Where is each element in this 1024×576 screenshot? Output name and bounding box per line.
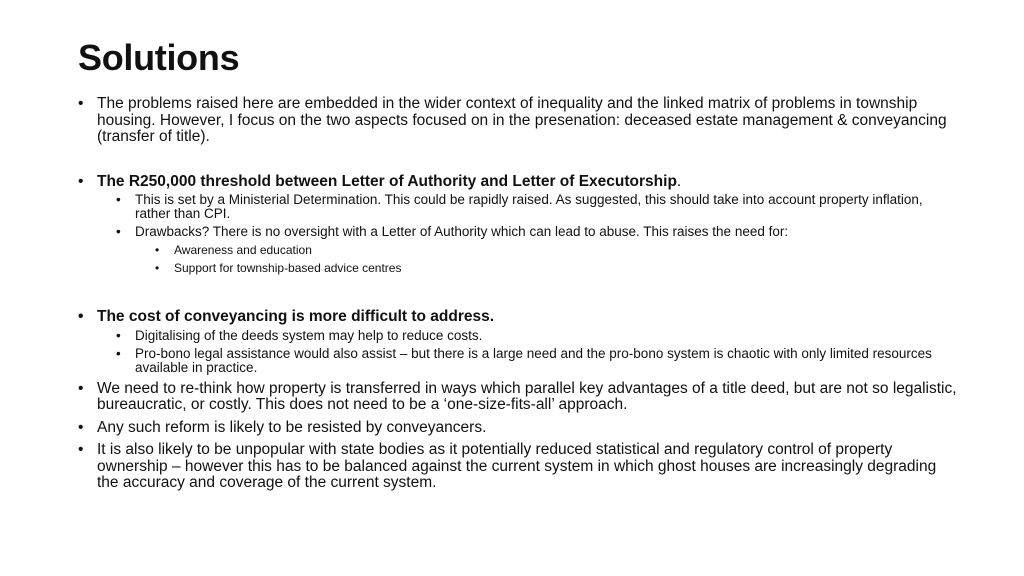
sub-sub-bullet-awareness (155, 243, 958, 257)
sub-bullet-pro-bono (116, 347, 958, 375)
slide-title: Solutions (78, 37, 240, 78)
sub-bullet-ministerial (116, 193, 958, 221)
bullet-text: Any such reform is likely to be resisted by conveyancers. (97, 418, 487, 436)
bullet-context (78, 96, 958, 146)
bullet-text: It is also likely to be unpopular with state bodies as it potentially reduced statistical and regulatory control of property ownership – however this has to be balanced against the current system in which ghost houses are increasingly degrading the accuracy and coverage of the current system. (97, 441, 937, 491)
sub-bullet-text: Pro-bono legal assistance would also assist – but there is a large need and the pro-bono system is chaotic with only limited resources available in practice. (135, 345, 932, 375)
bullet-rethink (78, 381, 958, 414)
sub-bullet-text: This is set by a Ministerial Determination. This could be rapidly raised. As suggested, this should take into account property inflation, rather than CPI. (135, 192, 923, 221)
bullet-text: We need to re-think how property is transferred in ways which parallel key advantages of a title deed, but are not so legalistic, bureaucratic, or costly. This does not need to be a ‘one-size-fits-all’ approach. (97, 379, 957, 413)
sub-sub-bullet-support (155, 261, 958, 275)
bullet-conveyancing (78, 309, 958, 326)
sub-bullet-text: Digitalising of the deeds system may help to reduce costs. (135, 327, 483, 343)
bullet-text: The cost of conveyancing is more difficult to address. (97, 308, 495, 325)
sub-bullet-text: Drawbacks? There is no oversight with a Letter of Authority which can lead to abuse. This raises the need for: (135, 224, 789, 239)
bullet-list (78, 96, 958, 492)
sub-sub-bullet-text: Support for township-based advice centres (174, 261, 402, 275)
bullet-text: The problems raised here are embedded in the wider context of inequality and the linked matrix of problems in township housing. However, I focus on the two aspects focused on in the presenation: deceased estate management & conveyancing (transfer of title). (97, 95, 947, 145)
sub-bullet-digitalising (116, 329, 958, 343)
bullet-unpopular (78, 442, 958, 492)
bullet-resisted (78, 420, 958, 437)
bullet-text: The R250,000 threshold between Letter of Authority and Letter of Executorship (97, 172, 677, 190)
bullet-threshold (78, 174, 958, 191)
sub-bullet-drawbacks (116, 225, 958, 239)
bullet-suffix: . (676, 172, 682, 190)
sub-sub-bullet-text: Awareness and education (174, 243, 312, 257)
